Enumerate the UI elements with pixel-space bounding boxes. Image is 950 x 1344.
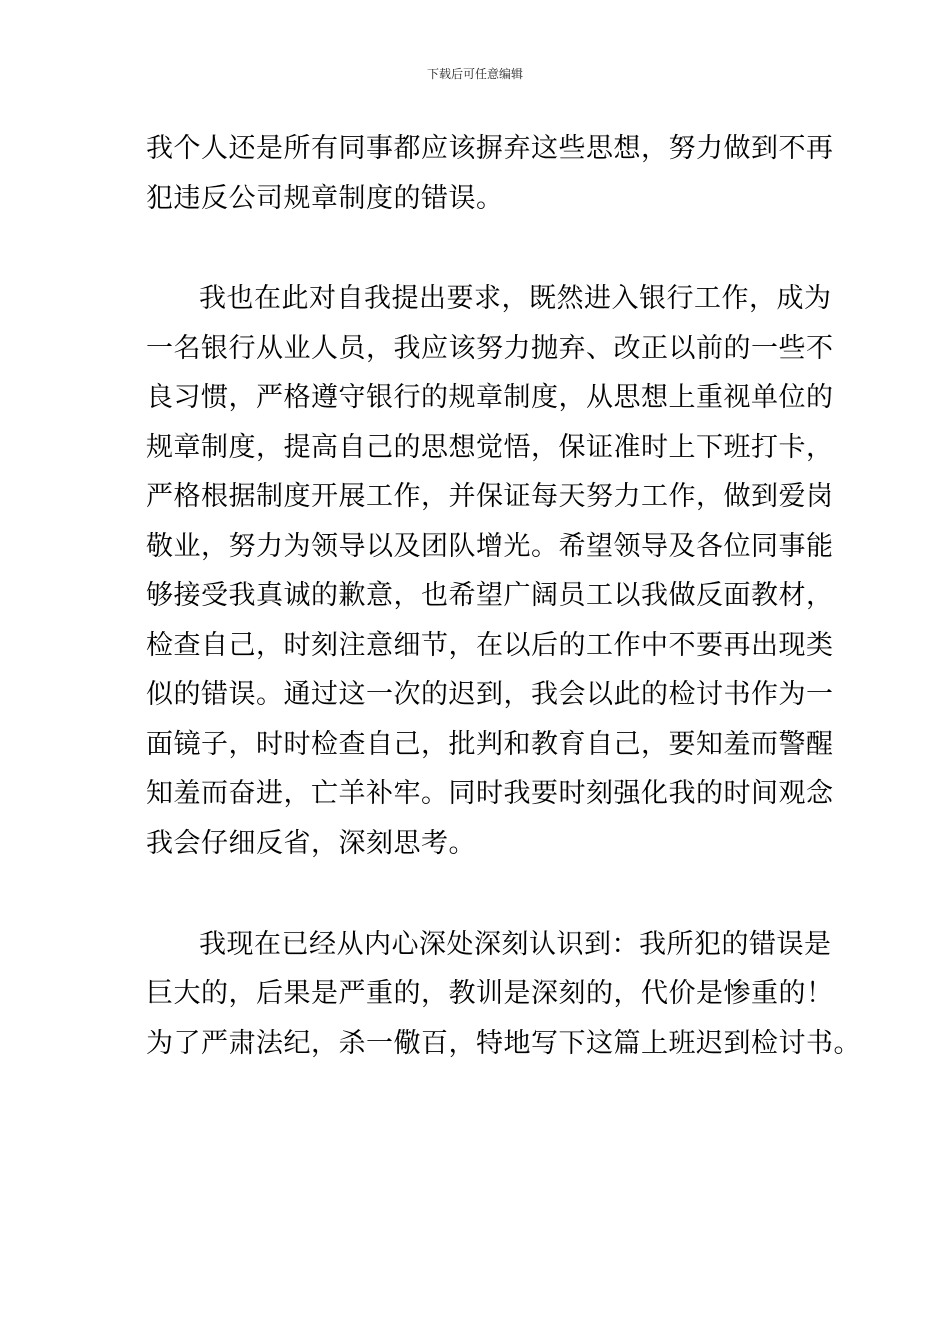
paragraph-2-line-5: 严格根据制度开展工作，并保证每天努力工作，做到爱岗 (146, 481, 834, 512)
paragraph-1-line-1: 我个人还是所有同事都应该摒弃这些思想，努力做到不再 (146, 133, 834, 164)
paragraph-2-line-2: 一名银行从业人员，我应该努力抛弃、改正以前的一些不 (146, 333, 834, 364)
paragraph-3-line-3: 为了严肃法纪，杀一儆百，特地写下这篇上班迟到检讨书。 (146, 1028, 861, 1059)
paragraph-1-line-2: 犯违反公司规章制度的错误。 (146, 183, 504, 214)
paragraph-3-line-2: 巨大的，后果是严重的，教训是深刻的，代价是惨重的！ (146, 978, 834, 1009)
paragraph-2-line-4: 规章制度，提高自己的思想觉悟，保证准时上下班打卡， (146, 432, 834, 463)
paragraph-2-line-3: 良习惯，严格遵守银行的规章制度，从思想上重视单位的 (146, 382, 834, 413)
paragraph-2-line-1: 我也在此对自我提出要求，既然进入银行工作，成为 (199, 283, 832, 314)
paragraph-2-line-8: 检查自己，时刻注意细节，在以后的工作中不要再出现类 (146, 630, 834, 661)
paragraph-2-line-12: 我会仔细反省，深刻思考。 (146, 828, 476, 859)
paragraph-2-line-7: 够接受我真诚的歉意，也希望广阔员工以我做反面教材， (146, 580, 834, 611)
paragraph-3-line-1: 我现在已经从内心深处深刻认识到：我所犯的错误是 (199, 929, 832, 960)
paragraph-2-line-11: 知羞而奋进，亡羊补牢。同时我要时刻强化我的时间观念 (146, 778, 834, 809)
page-header: 下载后可任意编辑 (426, 67, 523, 81)
paragraph-2-line-9: 似的错误。通过这一次的迟到，我会以此的检讨书作为一 (146, 679, 834, 710)
paragraph-2-line-6: 敬业，努力为领导以及团队增光。希望领导及各位同事能 (146, 531, 834, 562)
paragraph-2-line-10: 面镜子，时时检查自己，批判和教育自己，要知羞而警醒 (146, 729, 834, 760)
